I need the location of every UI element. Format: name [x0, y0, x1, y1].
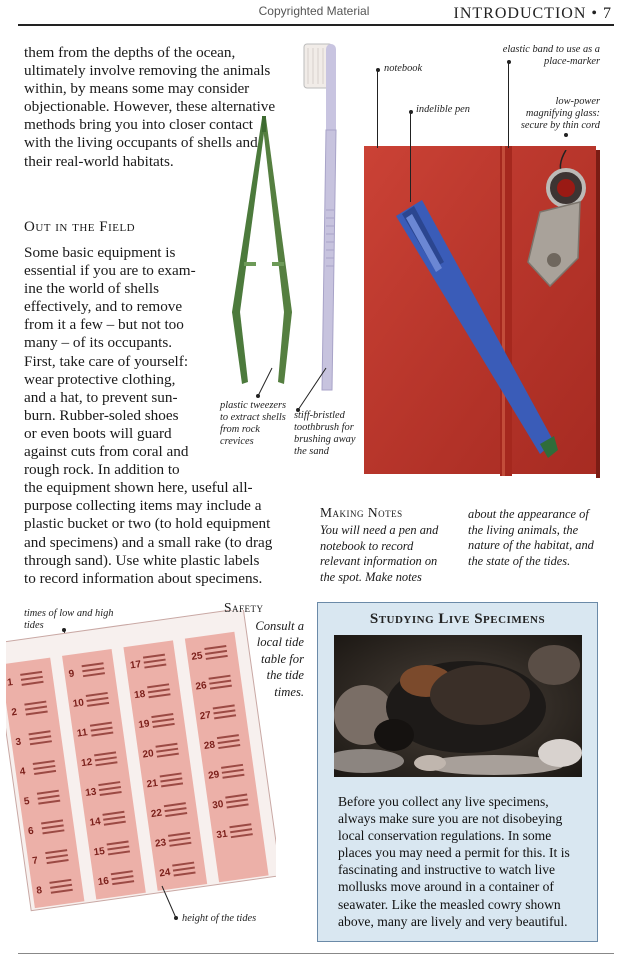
- safety-section: [224, 600, 304, 700]
- safety-heading: Safety: [224, 600, 264, 615]
- caption-tide-times: times of low and high tides: [24, 608, 114, 631]
- tide-day-number: 11: [76, 727, 89, 740]
- field-paragraph-line: the equipment shown here, useful all-: [24, 479, 253, 497]
- field-paragraph-line: from it a few – but not too: [24, 316, 184, 334]
- making-notes-heading: Making Notes: [320, 505, 403, 520]
- tweezers-image: [222, 112, 302, 392]
- tide-day-number: 22: [150, 807, 163, 821]
- tweezers-callout-line: [254, 366, 274, 400]
- tide-day-number: 9: [67, 668, 76, 681]
- field-paragraph-line: and a hat, to prevent sun-: [24, 388, 178, 406]
- field-paragraph-line: effectively, and to remove: [24, 298, 183, 316]
- tide-height-callout-line: [160, 884, 180, 924]
- field-paragraph-line: wear protective clothing,: [24, 370, 176, 388]
- field-paragraph-line: or even boots will guard: [24, 424, 172, 442]
- tide-day-number: 23: [154, 837, 167, 850]
- elastic-callout-line: [508, 62, 509, 148]
- tide-day-number: 29: [207, 769, 221, 782]
- studying-specimens-text: Before you collect any live specimens, always make sure you are not disobeying local conservation regulations. In some places you may need a permit for this. It is fascinating and instructive to watch live mollusks move around in a container of seawater. Like the measled cowry shown above, many are lively and very beautiful.: [338, 794, 570, 929]
- making-notes-text-right: about the appearance of the living animals, the nature of the habitat, and the state of the tides.: [468, 507, 594, 568]
- tide-day-number: 7: [31, 855, 39, 868]
- notebook-callout-line: [377, 70, 378, 148]
- tide-day-number: 17: [129, 659, 142, 672]
- tide-day-number: 3: [14, 736, 22, 749]
- field-paragraph-line: purpose collecting items may include a: [24, 497, 262, 515]
- caption-tide-height: height of the tides: [182, 913, 257, 924]
- intro-text: them from the depths of the ocean, ultimately involve removing the animals within, by means some may consider objectionable. However, these alternative methods bring you into closer contact with the living occupants of shells and their real-world habitats.: [24, 44, 276, 170]
- field-paragraph-line: essential if you are to exam-: [24, 262, 196, 280]
- tide-day-number: 26: [194, 680, 208, 693]
- tide-day-number: 1: [6, 677, 14, 689]
- safety-text: Consult a local tide table for the tide times.: [255, 619, 304, 699]
- field-paragraph-line: through sand). Use white plastic labels: [24, 551, 260, 569]
- magnifier-callout-dot: [564, 133, 568, 137]
- toothbrush-image: [296, 40, 346, 395]
- tide-day-number: 15: [93, 845, 106, 859]
- field-paragraph-line: to record information about specimens.: [24, 569, 263, 587]
- caption-notebook: notebook: [384, 63, 423, 74]
- tide-day-number: 19: [137, 718, 151, 731]
- tide-day-number: 4: [19, 766, 27, 778]
- caption-magnifying-glass: low-power magnifying glass: secure by thin cord: [520, 96, 600, 131]
- tide-day-number: 31: [215, 828, 229, 842]
- tide-day-number: 2: [10, 706, 18, 719]
- tide-day-number: 21: [146, 777, 159, 791]
- studying-specimens-title: Studying Live Specimens: [369, 611, 546, 627]
- field-paragraph-line: burn. Rubber-soled shoes: [24, 406, 179, 424]
- tide-day-number: 5: [23, 795, 31, 808]
- footer-rule: [18, 953, 614, 954]
- field-paragraph-line: rough rock. In addition to: [24, 461, 180, 479]
- field-paragraph-line: Some basic equipment is: [24, 244, 176, 261]
- tide-day-number: 16: [97, 875, 110, 889]
- tide-day-number: 24: [158, 867, 172, 880]
- toothbrush-callout-line: [294, 366, 330, 414]
- header-rule: [18, 24, 614, 26]
- copyright-watermark: Copyrighted Material: [258, 4, 370, 18]
- pen-callout-line: [410, 112, 411, 202]
- tide-day-number: 25: [190, 650, 204, 663]
- field-paragraph-line: First, take care of yourself:: [24, 352, 189, 370]
- studying-specimens-box: [317, 602, 598, 942]
- field-heading: Out in the Field: [24, 219, 136, 235]
- page-section-title: INTRODUCTION • 7: [453, 5, 612, 22]
- field-paragraph-line: ine the world of shells: [24, 280, 159, 298]
- tide-day-number: 8: [35, 885, 43, 897]
- caption-toothbrush: stiff-bristled toothbrush for brushing away the sand: [294, 410, 356, 457]
- making-notes-text-left: You will need a pen and notebook to record relevant information on the spot. Make notes: [320, 523, 439, 584]
- tide-day-number: 28: [203, 739, 216, 752]
- field-paragraph-line: against cuts from coral and: [24, 443, 189, 461]
- tide-day-number: 14: [88, 816, 102, 829]
- field-paragraph-line: plastic bucket or two (to hold equipment: [24, 515, 271, 533]
- tide-day-number: 30: [211, 798, 225, 812]
- tide-day-number: 12: [80, 756, 94, 770]
- caption-indelible-pen: indelible pen: [416, 104, 470, 115]
- tide-day-number: 6: [27, 825, 35, 838]
- tide-day-number: 13: [84, 786, 98, 799]
- tide-day-number: 10: [72, 697, 85, 710]
- caption-elastic-band: elastic band to use as a place-marker: [502, 44, 600, 67]
- pen-image: [392, 198, 562, 460]
- caption-tweezers: plastic tweezers to extract shells from rock crevices: [220, 400, 287, 447]
- tide-day-number: 27: [199, 709, 212, 723]
- field-paragraph-line: and specimens) and a small rake (to drag: [24, 533, 273, 551]
- tide-day-number: 18: [133, 688, 147, 702]
- field-paragraph-line: many – of its occupants.: [24, 334, 173, 352]
- tide-day-number: 20: [141, 748, 155, 761]
- measled-cowry-photo: [334, 635, 582, 777]
